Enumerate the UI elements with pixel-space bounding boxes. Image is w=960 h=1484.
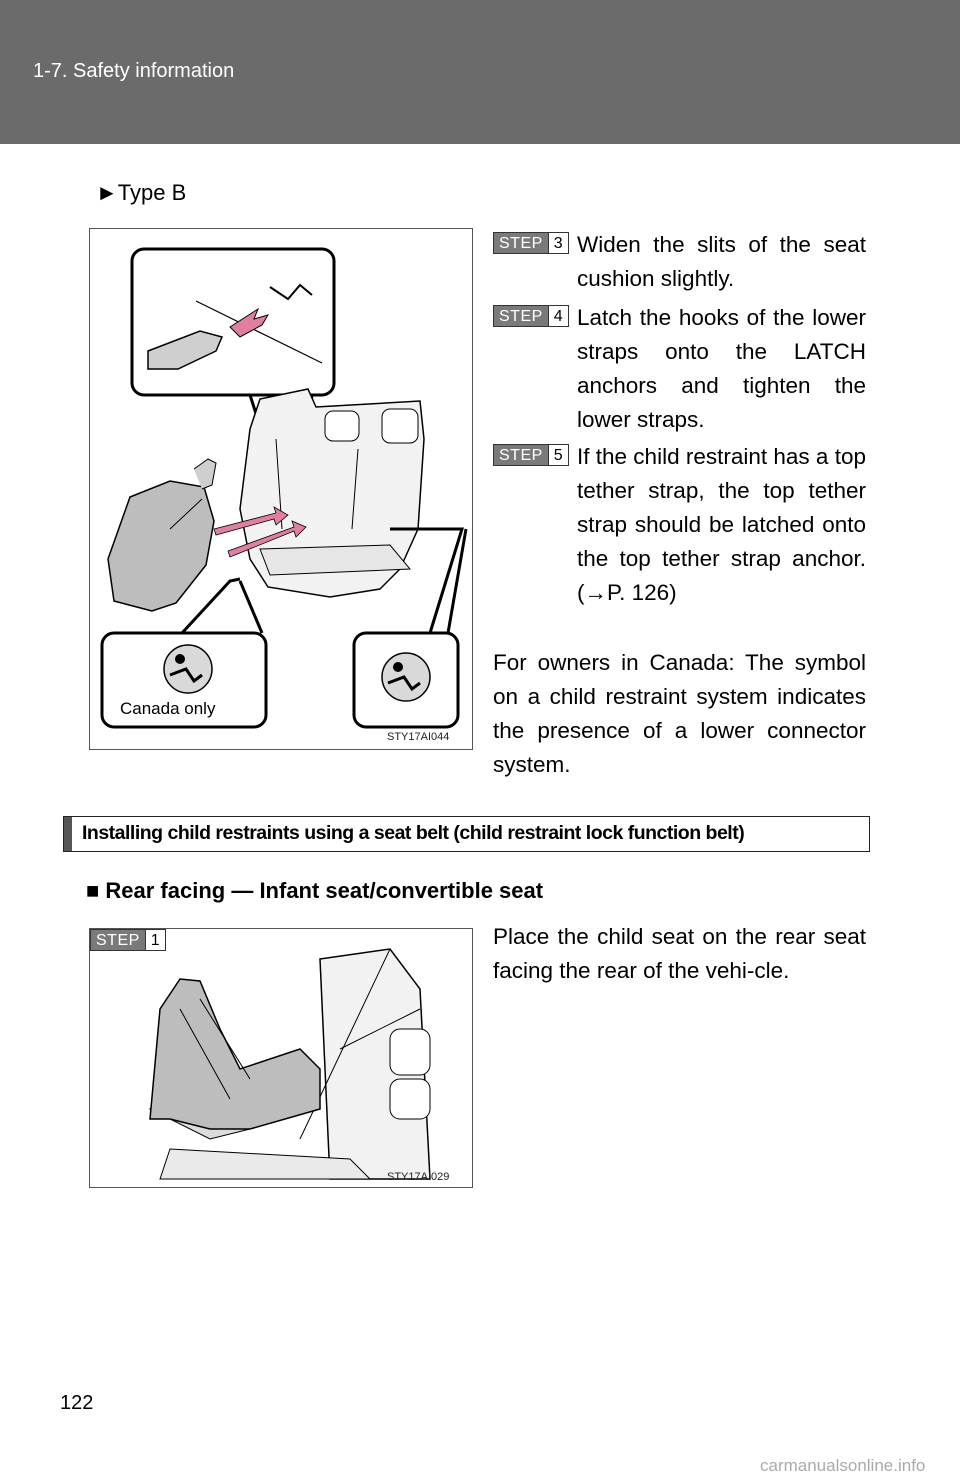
section-heading-text: Installing child restraints using a seat belt (child restraint lock function belt) (82, 822, 745, 844)
figure-code: STY17AI029 (387, 1171, 450, 1183)
step-text: Widen the slits of the seat cushion slightly. (577, 232, 866, 291)
step-1-text: Place the child seat on the rear seat facing the rear of the vehi-cle. (493, 924, 866, 983)
page-header (0, 0, 960, 144)
canada-note: For owners in Canada: The symbol on a child restraint system indicates the presence of a lower connector system. (493, 650, 866, 777)
step-badge: STEP 5 (493, 444, 569, 466)
subheading: ■ Rear facing — Infant seat/convertible seat (86, 878, 544, 903)
section-accent (64, 817, 72, 851)
step-1-badge: STEP 1 (90, 929, 166, 951)
step-text: If the child restraint has a top tether strap, the top tether strap should be latched onto the top tether strap anchor. (→P. 126) (577, 444, 866, 605)
rear-facing-figure (89, 928, 473, 1188)
page-number: 122 (60, 1392, 94, 1414)
step-badge: STEP 4 (493, 305, 569, 327)
latch-installation-figure (89, 228, 473, 750)
watermark: carmanualsonline.info (760, 1456, 926, 1475)
step-badge: STEP 3 (493, 232, 569, 254)
step-text: Latch the hooks of the lower straps onto the LATCH anchors and tighten the lower straps. (577, 305, 866, 432)
section-heading (63, 816, 870, 852)
type-label: ►Type B (96, 180, 187, 205)
rear-facing-illustration (90, 929, 474, 1189)
latch-illustration (90, 229, 474, 751)
section-title-header: 1-7. Safety information (33, 60, 235, 82)
figure-code: STY17AI044 (387, 731, 450, 743)
canada-only-label: Canada only (120, 699, 216, 718)
